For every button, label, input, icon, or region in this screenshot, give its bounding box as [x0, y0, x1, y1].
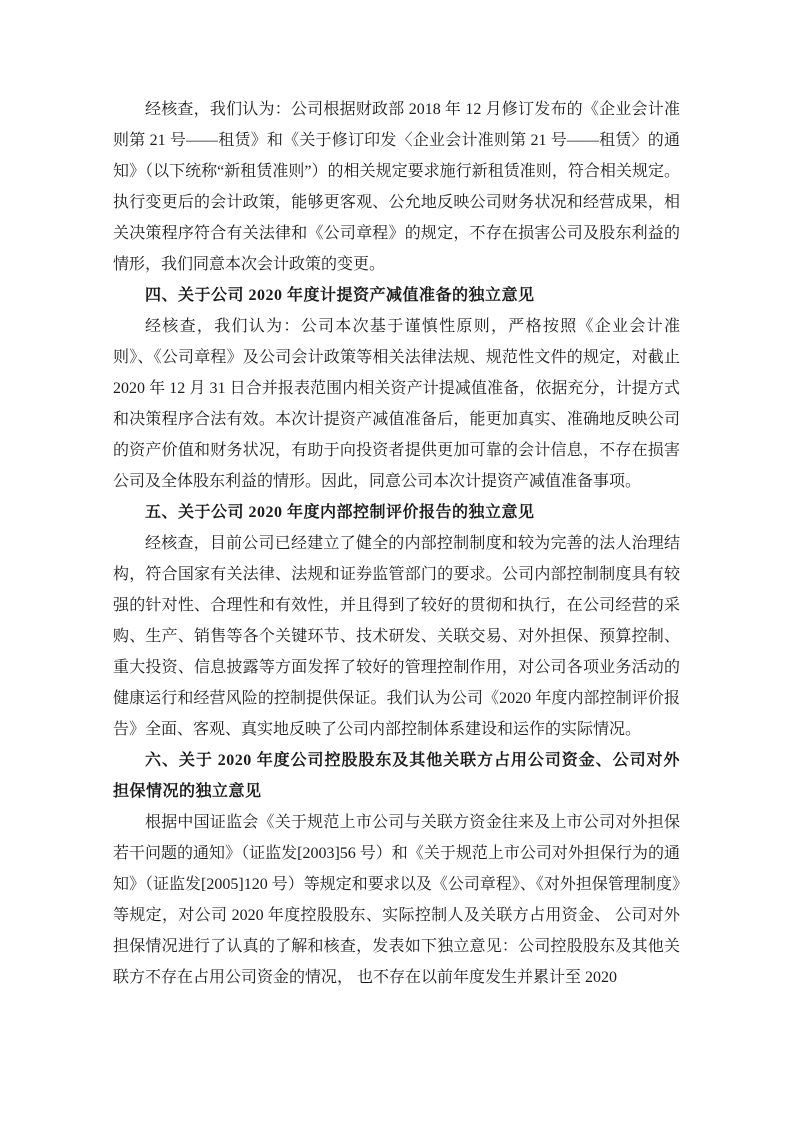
- section-heading: 四、关于公司 2020 年度计提资产减值准备的独立意见: [145, 287, 535, 304]
- body-paragraph: 经核查，我们认为：公司本次基于谨慎性原则，严格按照《企业会计准则》、《公司章程》及公司会计政策等相关法律法规、规范性文件的规定，对截止 2020 年 12 月 31 日合并报表范围内相关资产计提减值准备，依据充分，计提方式和决策程序合法有效。本次计提资产减值准备后，能更加真实、准确地反映公司的资产价值和财务状况，有助于向投资者提供更加可靠的会计信息，不存在损害公司及全体股东利益的情形。因此，同意公司本次计提资产减值准备事项。: [113, 318, 680, 490]
- body-paragraph: 经核查，目前公司已经建立了健全的内部控制制度和较为完善的法人治理结构，符合国家有关法律、法规和证券监管部门的要求。公司内部控制制度具有较强的针对性、合理性和有效性，并且得到了较好的贯彻和执行，在公司经营的采购、生产、销售等各个关键环节、技术研发、关联交易、对外担保、预算控制、重大投资、信息披露等方面发挥了较好的管理控制作用，对公司各项业务活动的健康运行和经营风险的控制提供保证。我们认为公司《2020 年度内部控制评价报告》全面、客观、真实地反映了公司内部控制体系建设和运作的实际情况。: [113, 535, 680, 738]
- body-paragraph: 根据中国证监会《关于规范上市公司与关联方资金往来及上市公司对外担保若干问题的通知》（证监发[2003]56 号）和《关于规范上市公司对外担保行为的通知》（证监发[2005]120 号）等规定和要求以及《公司章程》、《对外担保管理制度》等规定，对公司 2020 年度控股股东、实际控制人及关联方占用资金、 公司对外担保情况进行了认真的了解和核查，发表如下独立意见：公司控股股东及其他关联方不存在占用公司资金的情况， 也不存在以前年度发生并累计至 2020: [113, 814, 680, 986]
- section-heading: 六、关于 2020 年度公司控股股东及其他关联方占用公司资金、公司对外担保情况的独立意见: [113, 752, 680, 800]
- body-paragraph: 经核查，我们认为：公司根据财政部 2018 年 12 月修订发布的《企业会计准则第 21 号——租赁》和《关于修订印发〈企业会计准则第 21 号——租赁〉的通知》（以下统称“新租赁准则”）的相关规定要求施行新租赁准则，符合相关规定。执行变更后的会计政策，能够更客观、公允地反映公司财务状况和经营成果，相关决策程序符合有关法律和《公司章程》的规定，不存在损害公司及股东利益的情形，我们同意本次会计政策的变更。: [113, 101, 680, 273]
- document-content: [113, 94, 680, 993]
- section-heading: 五、关于公司 2020 年度内部控制评价报告的独立意见: [145, 504, 535, 521]
